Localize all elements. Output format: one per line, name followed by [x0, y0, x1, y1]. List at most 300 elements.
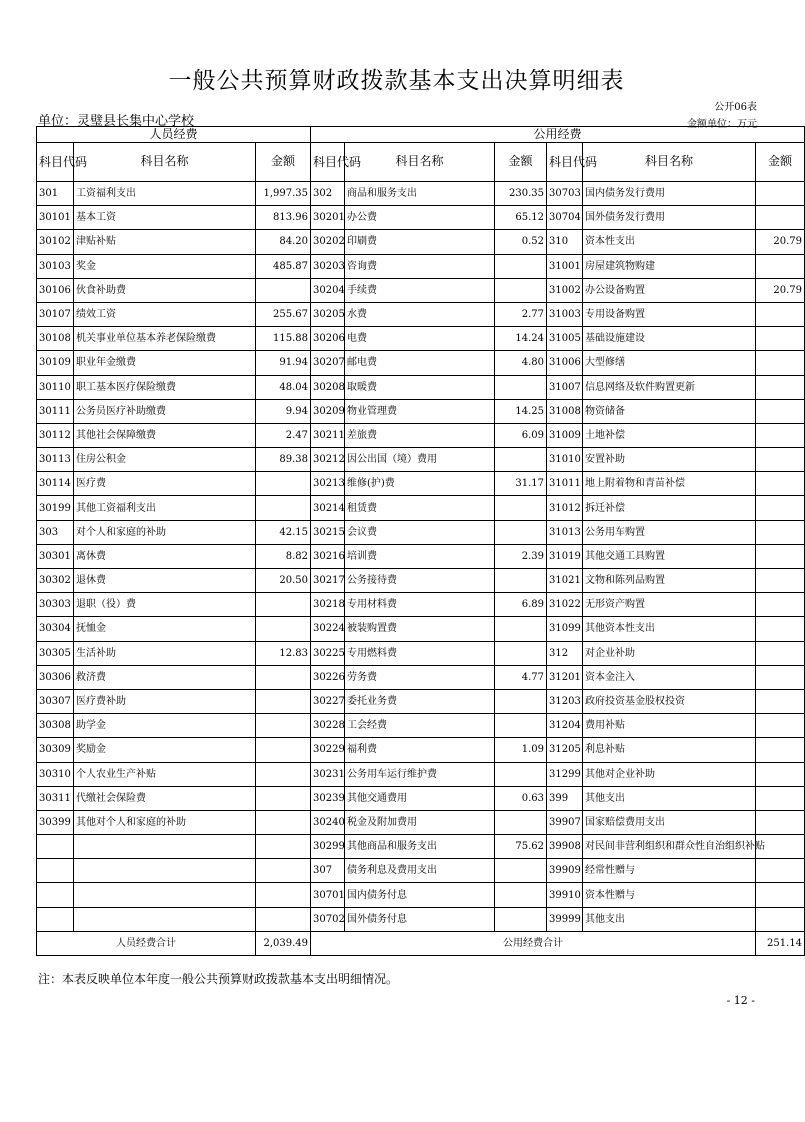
- table-row: [37, 593, 805, 617]
- item-name: 个人农业生产补贴: [74, 762, 256, 786]
- item-amount: 42.15: [256, 520, 311, 544]
- table-row: [37, 254, 805, 278]
- table-row: [37, 665, 805, 689]
- item-code: 31022: [547, 593, 583, 617]
- item-amount: [495, 569, 547, 593]
- item-name: 退休费: [74, 569, 256, 593]
- form-code: 公开06表: [714, 102, 757, 113]
- item-name: 信息网络及软件购置更新: [583, 375, 756, 399]
- item-code: 31005: [547, 327, 583, 351]
- col-name-header: 科目名称: [583, 143, 756, 182]
- item-amount: 31.17: [495, 472, 547, 496]
- table-row: [37, 738, 805, 762]
- reporting-unit: 单位：灵璧县长集中心学校: [38, 114, 195, 129]
- item-name: 资本金注入: [583, 665, 756, 689]
- item-amount: [495, 907, 547, 931]
- item-amount: [756, 472, 805, 496]
- item-amount: 0.63: [495, 786, 547, 810]
- table-row: [37, 617, 805, 641]
- item-name: 救济费: [74, 665, 256, 689]
- item-code: 30215: [311, 520, 345, 544]
- item-code: 30212: [311, 448, 345, 472]
- item-amount: [756, 665, 805, 689]
- item-code: 31011: [547, 472, 583, 496]
- item-name: 手续费: [345, 278, 495, 302]
- item-name: 房屋建筑物购建: [583, 254, 756, 278]
- item-code: 31006: [547, 351, 583, 375]
- table-row: [37, 399, 805, 423]
- item-amount: [256, 472, 311, 496]
- item-code: 31204: [547, 714, 583, 738]
- item-code: 30112: [37, 423, 74, 447]
- col-code-header: 科目代码: [311, 143, 345, 182]
- item-amount: [756, 641, 805, 665]
- item-name: 国外债务付息: [345, 907, 495, 931]
- item-name: 邮电费: [345, 351, 495, 375]
- item-amount: [495, 859, 547, 883]
- item-amount: [495, 714, 547, 738]
- item-code: 307: [311, 859, 345, 883]
- page-title: 一般公共预算财政拨款基本支出决算明细表: [168, 68, 625, 94]
- group-header-row: [37, 127, 805, 143]
- item-name: 基础设施建设: [583, 327, 756, 351]
- item-name: 物资储备: [583, 399, 756, 423]
- item-code: [37, 883, 74, 907]
- item-name: 水费: [345, 302, 495, 326]
- item-name: 基本工资: [74, 206, 256, 230]
- item-amount: 65.12: [495, 206, 547, 230]
- personnel-total-amount: 2,039.49: [256, 931, 311, 955]
- item-amount: [256, 617, 311, 641]
- item-name: 因公出国（境）费用: [345, 448, 495, 472]
- item-code: 30201: [311, 206, 345, 230]
- item-amount: 2.77: [495, 302, 547, 326]
- item-amount: 20.79: [756, 278, 805, 302]
- item-code: 30305: [37, 641, 74, 665]
- item-amount: [756, 714, 805, 738]
- item-code: 39908: [547, 835, 583, 859]
- item-amount: [756, 399, 805, 423]
- item-amount: [256, 278, 311, 302]
- item-name: 培训费: [345, 544, 495, 568]
- item-amount: [256, 762, 311, 786]
- item-name: 奖金: [74, 254, 256, 278]
- item-amount: [256, 689, 311, 713]
- item-name: 差旅费: [345, 423, 495, 447]
- item-code: 30102: [37, 230, 74, 254]
- item-name: 大型修缮: [583, 351, 756, 375]
- item-code: 30703: [547, 182, 583, 206]
- item-amount: 813.96: [256, 206, 311, 230]
- item-name: 对企业补助: [583, 641, 756, 665]
- item-name: 其他支出: [583, 786, 756, 810]
- item-amount: 14.25: [495, 399, 547, 423]
- item-code: 30213: [311, 472, 345, 496]
- item-name: 国家赔偿费用支出: [583, 810, 756, 834]
- item-name: 费用补贴: [583, 714, 756, 738]
- item-amount: [756, 206, 805, 230]
- item-amount: [495, 762, 547, 786]
- item-name: 其他对企业补助: [583, 762, 756, 786]
- item-amount: [495, 496, 547, 520]
- item-code: 30208: [311, 375, 345, 399]
- item-amount: 255.67: [256, 302, 311, 326]
- item-code: 30226: [311, 665, 345, 689]
- table-row: [37, 472, 805, 496]
- item-code: 30225: [311, 641, 345, 665]
- table-row: [37, 835, 805, 859]
- item-code: 30704: [547, 206, 583, 230]
- item-name: 医疗费补助: [74, 689, 256, 713]
- col-amount-header: 金额: [256, 143, 311, 182]
- item-name: 代缴社会保险费: [74, 786, 256, 810]
- item-name: 取暖费: [345, 375, 495, 399]
- item-amount: 4.80: [495, 351, 547, 375]
- item-code: 31009: [547, 423, 583, 447]
- item-code: 30207: [311, 351, 345, 375]
- item-code: 30101: [37, 206, 74, 230]
- item-amount: [495, 689, 547, 713]
- table-row: [37, 351, 805, 375]
- item-code: 301: [37, 182, 74, 206]
- item-amount: [756, 302, 805, 326]
- item-code: 31201: [547, 665, 583, 689]
- item-name: 专用材料费: [345, 593, 495, 617]
- item-name: 退职（役）费: [74, 593, 256, 617]
- item-code: 31008: [547, 399, 583, 423]
- expenditure-detail-table: [36, 126, 805, 956]
- item-amount: [495, 520, 547, 544]
- item-code: 30310: [37, 762, 74, 786]
- item-amount: [756, 327, 805, 351]
- item-amount: [756, 762, 805, 786]
- item-name: 其他商品和服务支出: [345, 835, 495, 859]
- item-name: 绩效工资: [74, 302, 256, 326]
- item-code: 30204: [311, 278, 345, 302]
- table-row: [37, 520, 805, 544]
- item-amount: [756, 859, 805, 883]
- item-code: 39909: [547, 859, 583, 883]
- item-amount: 91.94: [256, 351, 311, 375]
- item-name: 其他对个人和家庭的补助: [74, 810, 256, 834]
- item-amount: [256, 738, 311, 762]
- item-code: 30311: [37, 786, 74, 810]
- item-code: 30227: [311, 689, 345, 713]
- table-row: [37, 714, 805, 738]
- item-code: 31203: [547, 689, 583, 713]
- item-code: 31021: [547, 569, 583, 593]
- col-amount-header: 金额: [756, 143, 805, 182]
- table-row: [37, 762, 805, 786]
- item-amount: [495, 448, 547, 472]
- item-code: 31012: [547, 496, 583, 520]
- item-name: 办公设备购置: [583, 278, 756, 302]
- item-amount: [495, 641, 547, 665]
- item-code: 30240: [311, 810, 345, 834]
- item-code: 39910: [547, 883, 583, 907]
- item-name: 资本性赠与: [583, 883, 756, 907]
- item-code: 30399: [37, 810, 74, 834]
- item-name: 政府投资基金股权投资: [583, 689, 756, 713]
- personnel-total-label: 人员经费合计: [37, 931, 256, 955]
- item-name: 公务员医疗补助缴费: [74, 399, 256, 423]
- table-row: [37, 423, 805, 447]
- table-row: [37, 544, 805, 568]
- item-amount: [256, 665, 311, 689]
- item-name: 土地补偿: [583, 423, 756, 447]
- item-amount: [756, 738, 805, 762]
- item-name: 医疗费: [74, 472, 256, 496]
- item-name: 会议费: [345, 520, 495, 544]
- item-code: 30309: [37, 738, 74, 762]
- item-name: 伙食补助费: [74, 278, 256, 302]
- table-row: [37, 883, 805, 907]
- item-amount: [256, 907, 311, 931]
- item-name: 印刷费: [345, 230, 495, 254]
- item-name: 经常性赠与: [583, 859, 756, 883]
- item-code: 30217: [311, 569, 345, 593]
- item-name: 住房公积金: [74, 448, 256, 472]
- public-total-label: 公用经费合计: [311, 931, 756, 955]
- item-name: 专用设备购置: [583, 302, 756, 326]
- item-code: 30205: [311, 302, 345, 326]
- item-amount: 84.20: [256, 230, 311, 254]
- item-code: 31007: [547, 375, 583, 399]
- item-code: 30214: [311, 496, 345, 520]
- table-row: [37, 907, 805, 931]
- item-code: 31003: [547, 302, 583, 326]
- item-code: 303: [37, 520, 74, 544]
- item-code: 30701: [311, 883, 345, 907]
- item-code: 30239: [311, 786, 345, 810]
- table-row: [37, 786, 805, 810]
- item-name: 安置补助: [583, 448, 756, 472]
- item-name: 被装购置费: [345, 617, 495, 641]
- table-row: [37, 375, 805, 399]
- item-code: 30209: [311, 399, 345, 423]
- item-name: 其他资本性支出: [583, 617, 756, 641]
- item-amount: 230.35: [495, 182, 547, 206]
- item-code: 30108: [37, 327, 74, 351]
- item-code: 30301: [37, 544, 74, 568]
- item-amount: 2.47: [256, 423, 311, 447]
- item-name: 津贴补贴: [74, 230, 256, 254]
- col-code-header: 科目代码: [547, 143, 583, 182]
- item-name: [74, 859, 256, 883]
- public-total-amount: 251.14: [756, 931, 805, 955]
- table-row: [37, 496, 805, 520]
- item-name: 办公费: [345, 206, 495, 230]
- item-code: 31299: [547, 762, 583, 786]
- item-code: 31019: [547, 544, 583, 568]
- table-row: [37, 641, 805, 665]
- table-row: [37, 182, 805, 206]
- item-name: 劳务费: [345, 665, 495, 689]
- item-code: 30302: [37, 569, 74, 593]
- item-code: 30211: [311, 423, 345, 447]
- item-amount: 0.52: [495, 230, 547, 254]
- item-amount: [256, 786, 311, 810]
- item-amount: 1,997.35: [256, 182, 311, 206]
- item-name: 地上附着物和青苗补偿: [583, 472, 756, 496]
- item-amount: 6.09: [495, 423, 547, 447]
- item-code: 30199: [37, 496, 74, 520]
- item-amount: [495, 883, 547, 907]
- table-note: 注：本表反映单位本年度一般公共预算财政拨款基本支出明细情况。: [38, 972, 399, 986]
- item-amount: [756, 593, 805, 617]
- item-amount: [756, 907, 805, 931]
- item-code: 30114: [37, 472, 74, 496]
- item-name: [74, 907, 256, 931]
- item-name: 助学金: [74, 714, 256, 738]
- item-amount: [495, 375, 547, 399]
- item-code: 30231: [311, 762, 345, 786]
- item-name: 无形资产购置: [583, 593, 756, 617]
- item-name: 公务用车运行维护费: [345, 762, 495, 786]
- item-name: [74, 835, 256, 859]
- item-name: 福利费: [345, 738, 495, 762]
- item-name: 奖励金: [74, 738, 256, 762]
- item-amount: 48.04: [256, 375, 311, 399]
- item-code: 30216: [311, 544, 345, 568]
- item-amount: [256, 859, 311, 883]
- item-code: 30107: [37, 302, 74, 326]
- table-row: [37, 302, 805, 326]
- item-code: 31002: [547, 278, 583, 302]
- item-name: 对个人和家庭的补助: [74, 520, 256, 544]
- col-amount-header: 金额: [495, 143, 547, 182]
- item-amount: 1.09: [495, 738, 547, 762]
- item-amount: [756, 496, 805, 520]
- item-amount: 89.38: [256, 448, 311, 472]
- table-row: [37, 810, 805, 834]
- table-row: [37, 689, 805, 713]
- item-name: 维修(护)费: [345, 472, 495, 496]
- item-amount: 115.88: [256, 327, 311, 351]
- item-amount: [756, 351, 805, 375]
- item-name: 国内债务发行费用: [583, 182, 756, 206]
- item-name: 电费: [345, 327, 495, 351]
- item-code: 30304: [37, 617, 74, 641]
- item-amount: [756, 569, 805, 593]
- item-amount: 75.62: [495, 835, 547, 859]
- item-amount: 4.77: [495, 665, 547, 689]
- item-amount: [495, 254, 547, 278]
- item-amount: 6.89: [495, 593, 547, 617]
- money-unit: 金额单位：万元: [687, 119, 757, 130]
- item-name: 利息补贴: [583, 738, 756, 762]
- item-name: 商品和服务支出: [345, 182, 495, 206]
- item-code: 30106: [37, 278, 74, 302]
- item-name: 离休费: [74, 544, 256, 568]
- table-row: [37, 859, 805, 883]
- table-row: [37, 230, 805, 254]
- item-amount: [756, 182, 805, 206]
- item-name: [74, 883, 256, 907]
- item-amount: [256, 714, 311, 738]
- item-code: 30306: [37, 665, 74, 689]
- item-code: 30113: [37, 448, 74, 472]
- item-name: 国外债务发行费用: [583, 206, 756, 230]
- item-name: 其他支出: [583, 907, 756, 931]
- item-code: 30110: [37, 375, 74, 399]
- item-amount: [256, 835, 311, 859]
- col-name-header: 科目名称: [74, 143, 256, 182]
- item-code: [37, 907, 74, 931]
- item-name: 文物和陈列品购置: [583, 569, 756, 593]
- item-amount: [756, 375, 805, 399]
- item-amount: [756, 883, 805, 907]
- item-amount: [256, 496, 311, 520]
- col-code-header: 科目代码: [37, 143, 74, 182]
- item-amount: 485.87: [256, 254, 311, 278]
- item-amount: 9.94: [256, 399, 311, 423]
- item-name: 机关事业单位基本养老保险缴费: [74, 327, 256, 351]
- item-name: 其他工资福利支出: [74, 496, 256, 520]
- item-code: 30203: [311, 254, 345, 278]
- item-code: 30109: [37, 351, 74, 375]
- group-public: 公用经费: [311, 127, 805, 143]
- item-amount: [495, 278, 547, 302]
- table-row: [37, 448, 805, 472]
- item-name: 咨询费: [345, 254, 495, 278]
- item-code: 30229: [311, 738, 345, 762]
- item-name: 国内债务付息: [345, 883, 495, 907]
- item-amount: [756, 689, 805, 713]
- item-code: 30103: [37, 254, 74, 278]
- item-name: 其他交通工具购置: [583, 544, 756, 568]
- item-code: 310: [547, 230, 583, 254]
- item-code: [37, 859, 74, 883]
- item-name: 公务接待费: [345, 569, 495, 593]
- item-code: 39907: [547, 810, 583, 834]
- item-code: 30206: [311, 327, 345, 351]
- item-name: 公务用车购置: [583, 520, 756, 544]
- group-personnel: 人员经费: [37, 127, 311, 143]
- item-code: 31013: [547, 520, 583, 544]
- item-code: 399: [547, 786, 583, 810]
- item-name: 职业年金缴费: [74, 351, 256, 375]
- col-name-header: 科目名称: [345, 143, 495, 182]
- item-amount: [756, 786, 805, 810]
- item-name: 物业管理费: [345, 399, 495, 423]
- item-code: 30308: [37, 714, 74, 738]
- item-name: 生活补助: [74, 641, 256, 665]
- item-name: 专用燃料费: [345, 641, 495, 665]
- item-code: 30218: [311, 593, 345, 617]
- item-amount: [256, 810, 311, 834]
- item-name: 其他交通费用: [345, 786, 495, 810]
- item-code: 39999: [547, 907, 583, 931]
- item-amount: 8.82: [256, 544, 311, 568]
- item-code: 302: [311, 182, 345, 206]
- column-header-row: [37, 143, 805, 182]
- item-name: 债务利息及费用支出: [345, 859, 495, 883]
- totals-row: [37, 931, 805, 955]
- item-name: 资本性支出: [583, 230, 756, 254]
- item-amount: [495, 810, 547, 834]
- item-name: 拆迁补偿: [583, 496, 756, 520]
- item-name: 工资福利支出: [74, 182, 256, 206]
- item-amount: [756, 448, 805, 472]
- item-code: 30224: [311, 617, 345, 641]
- item-name: 职工基本医疗保险缴费: [74, 375, 256, 399]
- item-code: 31205: [547, 738, 583, 762]
- item-code: 30307: [37, 689, 74, 713]
- item-amount: 14.24: [495, 327, 547, 351]
- item-code: 30228: [311, 714, 345, 738]
- item-code: 31001: [547, 254, 583, 278]
